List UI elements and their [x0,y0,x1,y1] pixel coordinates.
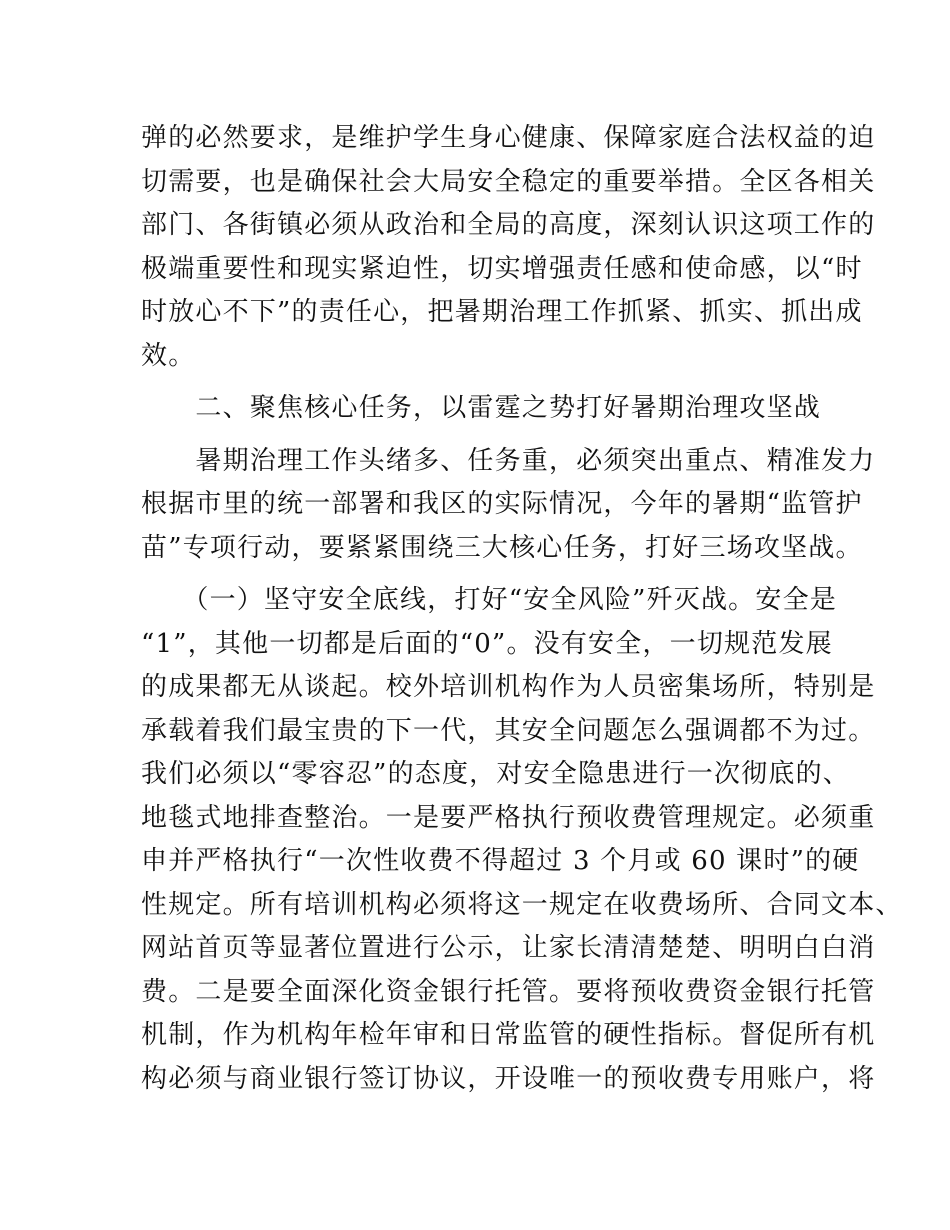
body-text [141,117,903,1101]
text-line: 申并严格执行“一次性收费不得超过 3 个月或 60 课时”的硬 [141,846,860,876]
text-line: 的成果都无从谈起。校外培训机构作为人员密集场所，特别是 [141,672,876,702]
text-line: 效。 [141,340,196,371]
text-line: 网站首页等显著位置进行公示，让家长清清楚楚、明明白白消 [141,933,876,963]
text-line: （一）坚守安全底线，打好“安全风险”歼灭战。安全是 [141,585,837,615]
text-line: 时放心不下”的责任心，把暑期治理工作抓紧、抓实、抓出成 [141,297,863,327]
paragraph-3 [141,579,903,1101]
text-line: 承载着我们最宝贵的下一代，其安全问题怎么强调都不为过。 [141,715,876,746]
text-line: 性规定。所有培训机构必须将这一规定在收费场所、合同文本、 [141,889,903,920]
text-line: 暑期治理工作头绪多、任务重，必须突出重点、精准发力 [141,445,876,476]
text-line: 构必须与商业银行签订协议，开设唯一的预收费专用账户，将 [141,1063,876,1094]
text-line: “1”，其他一切都是后面的“0”。没有安全，一切规范发展 [141,628,833,659]
paragraph-1 [141,117,876,378]
text-line: 地毯式地排查整治。一是要严格执行预收费管理规定。必须重 [141,802,876,833]
text-line: 我们必须以“零容忍”的态度，对安全隐患进行一次彻底的、 [141,759,850,789]
heading-line: 二、聚焦核心任务，以雷霆之势打好暑期治理攻坚战 [141,393,822,423]
section-heading [141,387,821,431]
text-line: 机制，作为机构年检年审和日常监管的硬性指标。督促所有机 [141,1020,876,1050]
text-line: 部门、各街镇必须从政治和全局的高度，深刻认识这项工作的 [141,210,876,240]
text-line: 弹的必然要求，是维护学生身心健康、保障家庭合法权益的迫 [141,123,876,153]
text-line: 切需要，也是确保社会大局安全稳定的重要举措。全区各相关 [141,166,876,197]
text-line: 苗”专项行动，要紧紧围绕三大核心任务，打好三场攻坚战。 [141,532,863,563]
text-line: 极端重要性和现实紧迫性，切实增强责任感和使命感，以“时 [141,253,863,284]
paragraph-2 [141,440,876,571]
text-line: 费。二是要全面深化资金银行托管。要将预收费资金银行托管 [141,976,876,1007]
text-line: 根据市里的统一部署和我区的实际情况，今年的暑期“监管护 [141,489,863,519]
